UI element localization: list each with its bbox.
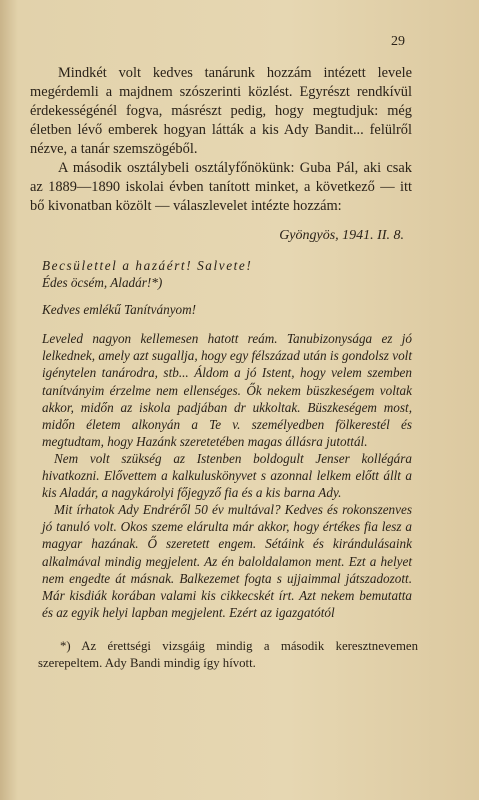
footnote: *) Az érettségi vizsgáig mindig a második keresztnevemen szerepeltem. Ady Bandi mindig így hívott. — [38, 639, 418, 670]
letter-paragraph: Mit írhatok Ady Endréről 50 év multával? Kedves és rokonszenves jó tanuló volt. Okos szeme elárulta már akkor, hogy értékes fia lesz a magyar hazának. Ő szeretett engem. Sétáink és kirándulásaink alkalmával mindig megjelent. Az én baloldalamon ment. Ezt a helyet nem engedte át másnak. Balkezemet fogta s ujjaimmal játszadozott. Már kisdiák korában valami kis cikkecskét írt. Azt nekem bemutatta és az egyik helyi lapban megjelent. Ezért az igazgatótól — [42, 502, 412, 620]
page-number: 29 — [391, 34, 405, 49]
letter-paragraph: Leveled nagyon kellemesen hatott reám. Tanubizonysága ez jó lelkednek, amely azt sugallja, hogy egy félszázad után is gondolsz volt igénytelen tanárodra, stb... Áldom a jó Istent, hogy velem szemben tanítványim érzelme nem ellenséges. Ők nekem büszkeségem voltak akkor, midőn az iskola padjában dr ukkoltak. Büszkeségem most, midőn életem alkonyán a Te v. személyedben fölkerestél és megtudtam, hogy Hazánk szeretetében magas állásra jutottál. — [42, 331, 412, 449]
quoted-letter — [30, 257, 412, 621]
letter-dateline: Gyöngyös, 1941. II. 8. — [279, 228, 404, 243]
letter-motto: Becsülettel a hazáért! Salvete! — [42, 258, 253, 273]
letter-salutation: Édes öcsém, Aladár!*) — [42, 275, 163, 291]
letter-greeting: Kedves emlékű Tanítványom! — [42, 302, 197, 318]
letter-paragraph: Nem volt szükség az Istenben boldogult Jenser kollégára hivatkozni. Elővettem a kalkuluskönyvet s azonnal lelkem előtt állt a kis Aladár, a nagykárolyi főjegyző fia és a kis barna Ady. — [42, 450, 412, 501]
page-body — [30, 64, 412, 621]
paragraph-guba-pal: A második osztálybeli osztályfőnökünk: Guba Pál, aki csak az 1889—1890 iskolai évben tanított minket, a következő — itt bő kivonatban közölt — válaszlevelet intézte hozzám: — [30, 160, 412, 214]
paragraph-intro: Mindkét volt kedves tanárunk hozzám intézett levele megérdemli a majdnem szószerinti közlést. Egyrészt rendkívül érdekességénél fogva, másrészt pedig, hogy megtudjuk: még életben lévő emberek hogyan látták a kis Ady Bandit... felülről nézve, a tanár szemszögéből. — [30, 65, 412, 157]
